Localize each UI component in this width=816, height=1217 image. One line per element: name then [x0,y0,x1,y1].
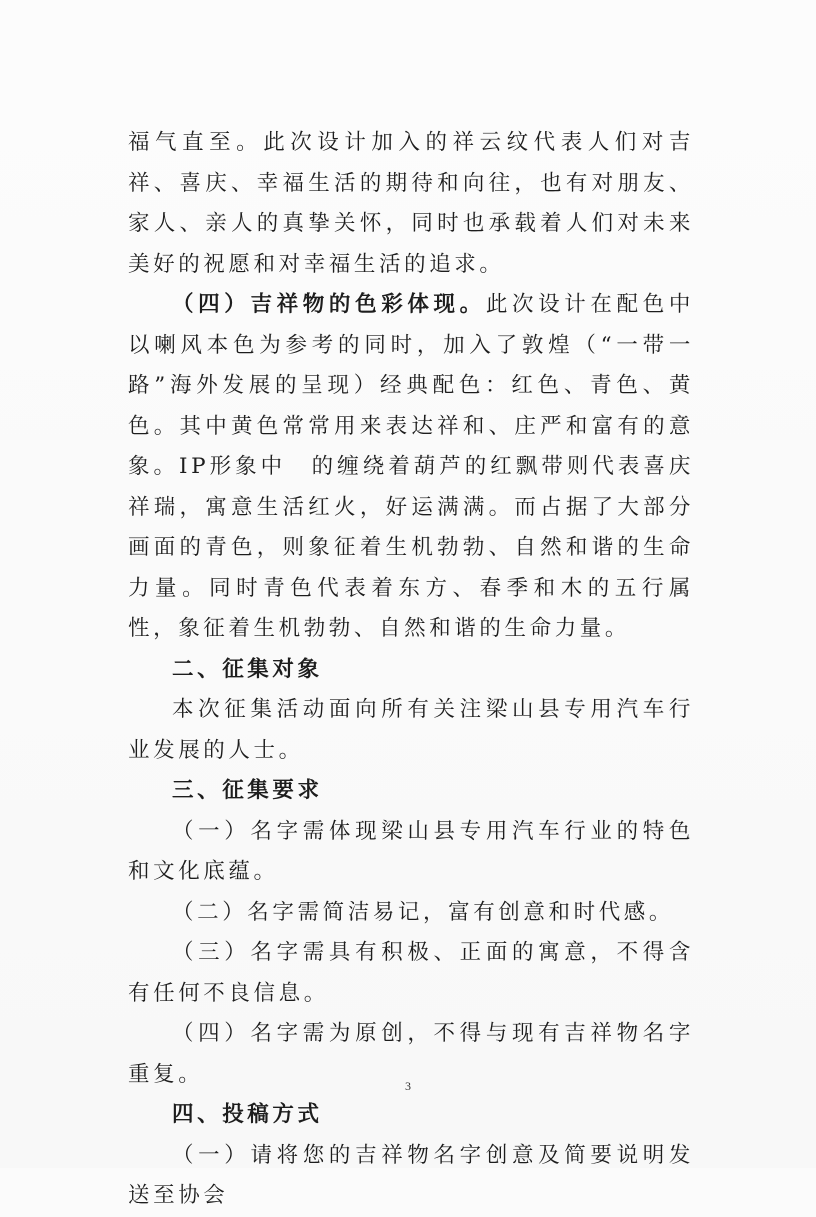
requirement-item-1: （一）名字需体现梁山县专用汽车行业的特色和文化底蕴。 [128,818,694,884]
requirement-item-4: （四）名字需为原创，不得与现有吉祥物名字重复。 [128,1021,694,1087]
section-heading-requirements: 三、征集要求 [172,778,323,803]
paragraph-color-design [128,285,694,650]
section-heading-submission: 四、投稿方式 [172,1102,323,1127]
paragraph-collection-target: 本次征集活动面向所有关注梁山县专用汽车行业发展的人士。 [128,697,694,763]
paragraph-lead-heading: （四）吉祥物的色彩体现。 [172,292,486,317]
submission-item-1: （一）请将您的吉祥物名字创意及简要说明发送至协会 [128,1142,694,1208]
requirement-item-3: （三）名字需具有积极、正面的寓意，不得含有任何不良信息。 [128,940,694,1006]
requirement-item-2: （二）名字需简洁易记，富有创意和时代感。 [172,899,675,925]
paragraph-continuation: 福气直至。此次设计加入的祥云纹代表人们对吉祥、喜庆、幸福生活的期待和向往，也有对朋友、家人、亲人的真挚关怀，同时也承载着人们对未来美好的祝愿和对幸福生活的追求。 [128,130,694,277]
page-number: 3 [405,1079,411,1093]
section-heading-collection-target: 二、征集对象 [172,656,323,682]
paragraph-color-design-body: 此次设计在配色中以喇风本色为参考的同时，加入了敦煌（“一带一路”海外发展的呈现）经典配色：红色、青色、黄色。其中黄色常常用来表达祥和、庄严和富有的意象。IP形象中 的缠绕着葫芦的红飘带则代表喜庆祥瑞，寓意生活红火，好运满满。而占据了大部分画面的青色，则象征着生机勃勃、自然和谐的生命力量。同时青色代表着东方、春季和木的五行属性，象征着生机勃勃、自然和谐的生命力量。 [128,292,694,641]
document-body [128,123,694,1217]
